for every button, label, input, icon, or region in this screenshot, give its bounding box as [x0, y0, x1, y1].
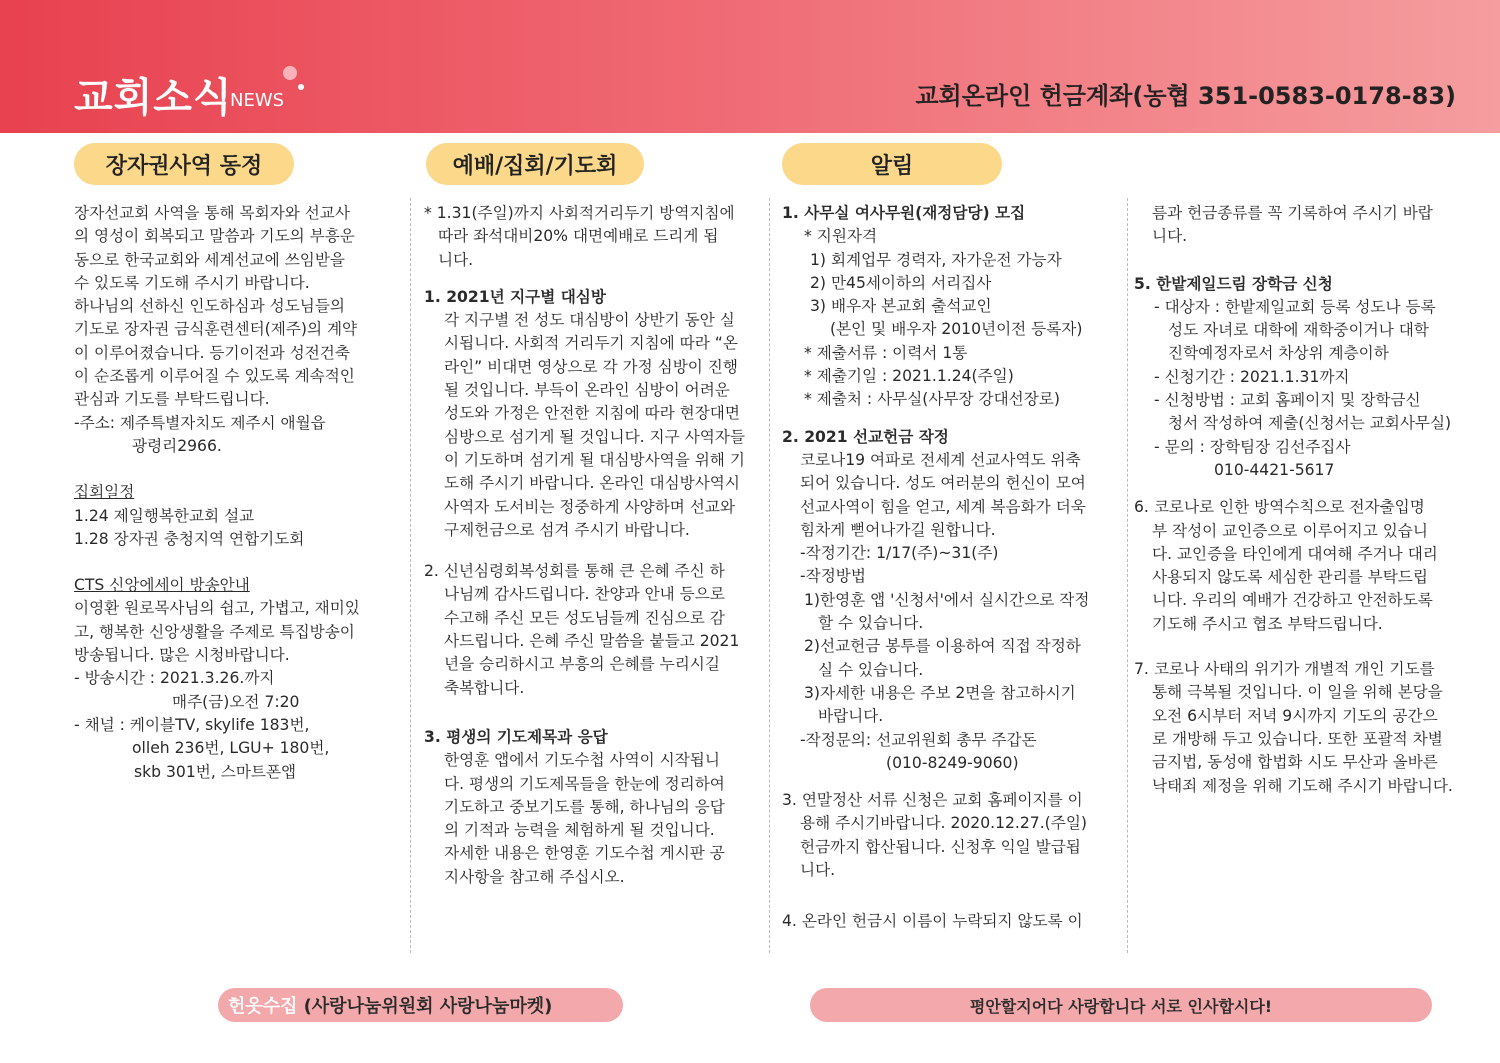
text-line: 따라 좌석대비20% 대면예배로 드리게 됩: [438, 227, 719, 246]
decor-dot-icon: [283, 66, 297, 80]
text-line: 진학예정자로서 차상위 계층이하: [1168, 344, 1389, 363]
text-line: - 신청기간 : 2021.1.31까지: [1154, 367, 1350, 386]
footer-left-text: (사랑나눔위원회 사랑나눔마켓): [303, 996, 553, 1017]
cts-heading: CTS 신앙에세이 방송안내: [74, 576, 250, 595]
text-line: 다. 평생의 기도제목들을 한눈에 정리하여: [444, 774, 725, 793]
text-line: * 1.31(주일)까지 사회적거리두기 방역지침에: [424, 204, 735, 222]
text-line: 니다.: [438, 250, 474, 269]
text-line: 오전 6시부터 저녁 9시까지 기도의 공간으: [1152, 706, 1438, 725]
item-heading: 4. 온라인 헌금시 이름이 누락되지 않도록 이: [782, 912, 1083, 931]
text-line: 니다.: [800, 861, 836, 880]
text-line: - 신청방법 : 교회 홈페이지 및 장학금신: [1154, 391, 1421, 410]
text-line: 사역자 도서비는 정중하게 사양하며 선교와: [444, 497, 735, 516]
text-line: 청서 작성하여 제출(신청서는 교회사무실): [1168, 414, 1452, 433]
text-line: 할 수 있습니다.: [818, 614, 924, 633]
text-line: 심방으로 섬기게 될 것입니다. 지구 사역자들: [444, 427, 745, 446]
item-heading: 2. 신년심령회복성회를 통해 큰 은혜 주신 하: [424, 562, 725, 581]
text-line: 장자선교회 사역을 통해 목회자와 선교사: [74, 204, 350, 222]
text-line: - 대상자 : 한밭제일교회 등록 성도나 등록: [1154, 297, 1436, 316]
text-line: 이 순조롭게 이루어질 수 있도록 계속적인: [74, 367, 355, 386]
text-line: 통해 극복될 것입니다. 이 일을 위해 본당을: [1152, 683, 1443, 702]
text-line: 010-4421-5617: [1214, 460, 1335, 479]
text-line: 나님께 감사드립니다. 찬양과 안내 등으로: [444, 585, 725, 604]
broadcast-time: - 방송시간 : 2021.3.26.까지: [74, 669, 275, 688]
text-line: 헌금까지 합산됩니다. 신청후 익일 발급됩: [800, 837, 1081, 856]
item-heading: 1. 사무실 여사무원(재정담당) 모집: [782, 204, 1026, 222]
text-line: 이 기도하며 섬기게 될 대심방사역을 위해 기: [444, 450, 745, 469]
text-line: -작정기간: 1/17(주)~31(주): [800, 544, 999, 563]
column-jangjagwon: [74, 202, 360, 784]
address-line: -주소: 제주특별자치도 제주시 애월읍: [74, 413, 326, 432]
section-title-worship: 예배/집회/기도회: [426, 143, 644, 185]
item-heading: 1. 2021년 지구별 대심방: [424, 287, 606, 306]
column-notice: [782, 202, 1089, 934]
text-line: 도해 주시기 바랍니다. 온라인 대심방사역시: [444, 474, 740, 493]
text-line: 1) 회계업무 경력자, 자가운전 가능자: [810, 250, 1062, 269]
text-line: 방송됩니다. 많은 시청바랍니다.: [74, 646, 290, 665]
text-line: 한영훈 앱에서 기도수첩 사역이 시작됩니: [444, 751, 720, 770]
section-title-jangjagwon: 장자권사역 동정: [74, 143, 294, 185]
text-line: 지사항을 참고해 주십시오.: [444, 867, 625, 886]
item-heading: 7. 코로나 사태의 위기가 개별적 개인 기도를: [1134, 660, 1435, 679]
text-line: 동으로 한국교회와 세계선교에 쓰임받을: [74, 250, 345, 269]
text-line: * 제출서류 : 이력서 1통: [804, 343, 968, 362]
item-heading: 3. 연말정산 서류 신청은 교회 홈페이지를 이: [782, 791, 1083, 810]
text-line: 사드립니다. 은혜 주신 말씀을 붙들고 2021: [444, 632, 740, 651]
text-line: 시됩니다. 사회적 거리두기 지침에 따라 “온: [444, 334, 738, 353]
text-line: 이 이루어졌습니다. 등기이전과 성전건축: [74, 343, 350, 362]
text-line: -작정방법: [800, 567, 866, 586]
column-notice-continued: [1134, 202, 1453, 798]
column-divider: [769, 198, 770, 953]
text-line: 로 개방해 두고 있습니다. 또한 포괄적 차별: [1152, 729, 1443, 748]
text-line: 이영환 원로목사님의 쉽고, 가볍고, 재미있: [74, 599, 360, 618]
text-line: 고, 행복한 신앙생활을 주제로 특집방송이: [74, 622, 355, 641]
text-line: 부 작성이 교인증으로 이루어지고 있습니: [1152, 521, 1428, 540]
text-line: 기도하고 중보기도를 통해, 하나님의 응답: [444, 797, 725, 816]
text-line: 3)자세한 내용은 주보 2면을 참고하시기: [804, 683, 1076, 702]
schedule-heading: 집회일정: [74, 483, 135, 502]
text-line: 될 것입니다. 부득이 온라인 심방이 어려운: [444, 381, 730, 400]
address-line: 광령리2966.: [132, 436, 222, 455]
item-heading: 2. 2021 선교헌금 작정: [782, 427, 949, 446]
text-line: - 문의 : 장학팀장 김선주집사: [1154, 437, 1351, 456]
text-line: 수고해 주신 모든 성도님들께 진심으로 감: [444, 608, 725, 627]
header-title: 교회소식: [74, 75, 233, 121]
text-line: 름과 헌금종류를 꼭 기록하여 주시기 바랍: [1152, 204, 1433, 222]
footer-highlight: 헌옷수집: [228, 996, 298, 1017]
schedule-item: 1.28 장자권 충청지역 연합기도회: [74, 529, 305, 548]
text-line: (본인 및 배우자 2010년이전 등록자): [830, 320, 1083, 339]
column-worship: [424, 202, 745, 889]
text-line: 기도로 장자권 금식훈련센터(제주)의 계약: [74, 320, 358, 339]
offering-account: 교회온라인 헌금계좌(농협 351-0583-0178-83): [915, 82, 1456, 110]
text-line: 성도 자녀로 대학에 재학중이거나 대학: [1168, 321, 1429, 340]
text-line: * 지원자격: [804, 227, 878, 246]
header-banner: [0, 0, 1500, 133]
decor-dot-small-icon: [298, 84, 304, 90]
schedule-item: 1.24 제일행복한교회 설교: [74, 506, 255, 525]
text-line: 용해 주시기바랍니다. 2020.12.27.(주일): [800, 814, 1087, 833]
broadcast-time: 매주(금)오전 7:20: [172, 692, 300, 711]
text-line: 각 지구별 전 성도 대심방이 상반기 동안 실: [444, 311, 735, 330]
text-line: 바랍니다.: [818, 707, 884, 726]
text-line: 성도와 가정은 안전한 지침에 따라 현장대면: [444, 404, 740, 423]
broadcast-channel: skb 301번, 스마트폰앱: [134, 762, 297, 781]
text-line: 낙태죄 제정을 위해 기도해 주시기 바랍니다.: [1152, 776, 1453, 795]
text-line: (010-8249-9060): [886, 753, 1019, 772]
text-line: 사용되지 않도록 세심한 관리를 부탁드립: [1152, 568, 1428, 587]
text-line: 3) 배우자 본교회 출석교인: [810, 297, 992, 316]
text-line: 금지법, 동성애 합법화 시도 무산과 올바른: [1152, 753, 1438, 772]
footer-greeting: [810, 988, 1432, 1022]
text-line: 자세한 내용은 한영훈 기도수첩 게시판 공: [444, 844, 725, 863]
item-heading: 5. 한밭제일드림 장학금 신청: [1134, 274, 1333, 293]
text-line: 관심과 기도를 부탁드립니다.: [74, 390, 270, 409]
item-heading: 3. 평생의 기도제목과 응답: [424, 727, 608, 746]
text-line: 년을 승리하시고 부흥의 은혜를 누리시길: [444, 655, 720, 674]
text-line: 2)선교헌금 봉투를 이용하여 직접 작정하: [804, 637, 1081, 656]
item-heading: 6. 코로나로 인한 방역수칙으로 전자출입명: [1134, 498, 1425, 517]
text-line: 수 있도록 기도해 주시기 바랍니다.: [74, 273, 310, 292]
text-line: 1)한영훈 앱 '신청서'에서 실시간으로 작정: [804, 590, 1090, 609]
text-line: 힘차게 뻗어나가길 원합니다.: [800, 520, 996, 539]
text-line: 니다.: [1152, 227, 1188, 246]
text-line: 기도해 주시고 협조 부탁드립니다.: [1152, 614, 1383, 633]
text-line: * 제출처 : 사무실(사무장 강대선장로): [804, 390, 1060, 409]
text-line: 구제헌금으로 섬겨 주시기 바랍니다.: [444, 520, 690, 539]
footer-right-text: 평안할지어다 사랑합니다 서로 인사합시다!: [969, 996, 1273, 1016]
text-line: 축복합니다.: [444, 678, 525, 697]
text-line: 의 기적과 능력을 체험하게 될 것입니다.: [444, 821, 715, 840]
text-line: 코로나19 여파로 전세계 선교사역도 위축: [800, 450, 1081, 469]
broadcast-channel: olleh 236번, LGU+ 180번,: [132, 739, 330, 758]
section-title-notice: 알림: [782, 143, 1002, 185]
text-line: 되어 있습니다. 성도 여러분의 헌신이 모여: [800, 474, 1086, 493]
text-line: 실 수 있습니다.: [818, 660, 924, 679]
text-line: 다. 교인증을 타인에게 대여해 주거나 대리: [1152, 544, 1438, 563]
text-line: 하나님의 선하신 인도하심과 성도님들의: [74, 297, 345, 316]
text-line: 2) 만45세이하의 서리집사: [810, 273, 992, 292]
text-line: 의 영성이 회복되고 말씀과 기도의 부흥운: [74, 227, 355, 246]
column-divider: [1127, 198, 1128, 953]
text-line: 라인” 비대면 영상으로 각 가정 심방이 진행: [444, 357, 738, 376]
header-subtitle: NEWS: [230, 90, 285, 111]
text-line: 선교사역이 힘을 얻고, 세계 복음화가 더욱: [800, 497, 1086, 516]
text-line: -작정문의: 선교위원회 총무 주갑돈: [800, 730, 1037, 749]
text-line: 니다. 우리의 예배가 건강하고 안전하도록: [1152, 591, 1433, 610]
broadcast-channel: - 채널 : 케이블TV, skylife 183번,: [74, 715, 310, 734]
column-divider: [410, 198, 411, 953]
text-line: * 제출기일 : 2021.1.24(주일): [804, 367, 1014, 386]
footer-clothing-drive: [218, 988, 623, 1022]
